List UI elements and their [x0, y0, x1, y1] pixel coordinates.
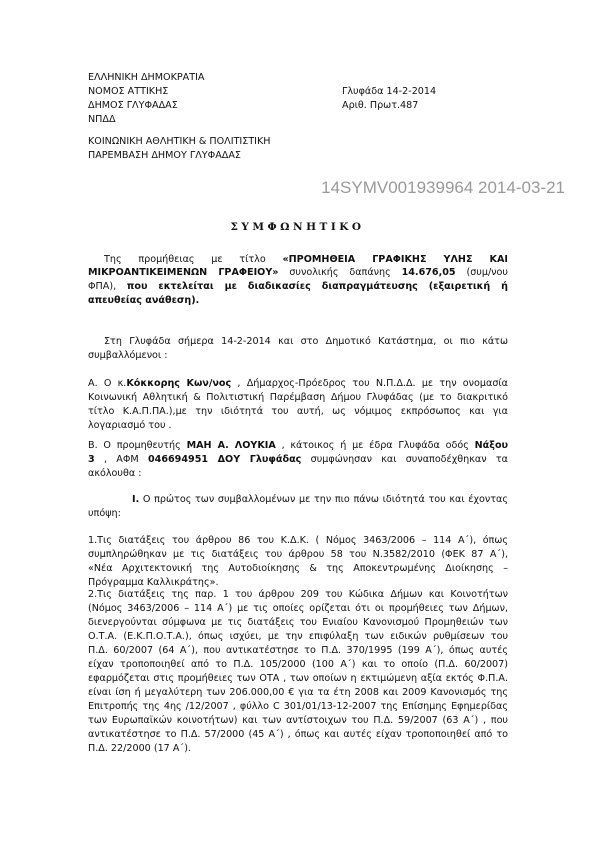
place-date: Γλυφάδα 14-2-2014 — [342, 86, 437, 97]
item-2-line-7: εφαρμόζεται στις προμήθειες των ΟΤΑ , των οποίων η εκτιμώμενη αξία εκτός Φ.Π.Α. — [88, 673, 508, 684]
document-title: ΣΥΜΦΩΝΗΤΙΚΟ — [230, 221, 365, 233]
item-2-line-2: (Νόμος 3463/2006 – 114 Α΄) με τις οποίες ορίζεται ότι οι προμήθειες των Δήμων, — [88, 603, 508, 614]
header-entity-type: ΝΠΔΔ — [88, 114, 116, 125]
header-prefecture: ΝΟΜΟΣ ΑΤΤΙΚΗΣ — [88, 86, 169, 97]
party-b-line-1: Β. Ο προμηθευτής ΜΑΗ Α. ΛΟΥΚΙΑ , κάτοικος ή με έδρα Γλυφάδα οδός Νάξου — [88, 440, 509, 451]
party-a-line-2: Κοινωνική Αθλητική & Πολιτιστική Παρέμβαση Δήμου Γλυφάδας (με το διακριτικό — [88, 392, 508, 403]
item-2-line-10: των Ευρωπαϊκών κοινοτήτων) και των αντίστοιχων του Π.Δ. 59/2007 (63 Α΄) , που — [88, 715, 508, 726]
party-b-line-2: 3 , ΑΦΜ 046694951 ΔΟΥ Γλυφάδας συμφώνησαν και συναποδέχθηκαν τα — [88, 454, 508, 465]
intro-line-3: ΦΠΑ), που εκτελείται με διαδικασίες διαπραγμάτευσης (εξαιρετική ή — [88, 281, 509, 292]
date-place-line-2: συμβαλλόμενοι : — [88, 350, 168, 361]
protocol-number: Αριθ. Πρωτ.487 — [342, 100, 419, 111]
item-2-line-8: είναι ίση ή μεγαλύτερη των 206.000,00 € για τα έτη 2008 και 2009 Κανονισμός της — [88, 687, 508, 698]
section-1-line-2: υπόψη: — [88, 508, 121, 519]
item-1-line-3: «Νέα Αρχιτεκτονική της Αυτοδιοίκησης & της Αποκεντρωμένης Διοίκησης – — [88, 563, 508, 574]
item-2-line-9: Επιτροπής της 4ης /12/2007 , φύλλο C 301/01/13-12-2007 της Επίσημης Εφημερίδας — [88, 701, 508, 712]
header-municipality: ΔΗΜΟΣ ΓΛΥΦΑΔΑΣ — [88, 100, 178, 111]
intro-line-1: Της προμήθειας με τίτλο «ΠΡΟΜΗΘΕΙΑ ΓΡΑΦΙΚΗΣ ΥΛΗΣ ΚΑΙ — [104, 254, 508, 265]
registry-stamp: 14SYMV001939964 2014-03-21 — [321, 178, 565, 197]
intro-line-2: ΜΙΚΡΟΑΝΤΙΚΕΙΜΕΝΩΝ ΓΡΑΦΕΙΟΥ» συνολικής δαπάνης 14.676,05 (συμ/νου — [88, 267, 508, 278]
item-2-line-3: διενεργούνται σύμφωνα με τις διατάξεις του Ενιαίου Κανονισμού Προμηθειών των — [88, 617, 508, 628]
party-b-line-3: ακόλουθα : — [88, 468, 142, 479]
organization-line-2: ΠΑΡΕΜΒΑΣΗ ΔΗΜΟΥ ΓΛΥΦΑΔΑΣ — [88, 150, 241, 161]
party-a-line-3: τίτλο Κ.Α.Π.ΠΑ.),με την ιδιότητά του αυτή, ως νόμιμος εκπρόσωπος και για — [88, 406, 508, 417]
item-2-line-6: είχαν τροποποιηθεί από το Π.Δ. 105/2000 (100 Α΄) και το οποίο (Π.Δ. 60/2007) — [88, 659, 508, 670]
item-2-line-12: Π.Δ. 22/2000 (17 Α΄). — [88, 743, 191, 754]
item-2-line-11: αντικατέστησε το Π.Δ. 57/2000 (45 Α΄) , όπως και αυτές είχαν τροποποιηθεί από το — [88, 729, 508, 740]
organization-line-1: ΚΟΙΝΩΝΙΚΗ ΑΘΛΗΤΙΚΗ & ΠΟΛΙΤΙΣΤΙΚΗ — [88, 136, 271, 147]
date-place-line-1: Στη Γλυφάδα σήμερα 14-2-2014 και στο Δημοτικό Κατάστημα, οι πιο κάτω — [104, 336, 508, 347]
item-2-line-4: Ο.Τ.Α. (Ε.Κ.Π.Ο.Τ.Α.), όπως ισχύει, με την επιφύλαξη των ειδικών ρυθμίσεων του — [88, 631, 508, 642]
item-1-line-1: 1.Τις διατάξεις του άρθρου 86 του Κ.Δ.Κ. ( Νόμος 3463/2006 – 114 Α΄), όπως — [88, 535, 508, 546]
intro-line-4: απευθείας ανάθεση). — [88, 295, 200, 306]
header-state: ΕΛΛΗΝΙΚΗ ΔΗΜΟΚΡΑΤΙΑ — [88, 72, 205, 83]
item-1-line-4: Πρόγραμμα Καλλικράτης». — [88, 577, 219, 588]
section-1-line-1: Ι. Ο πρώτος των συμβαλλομένων με την πιο πάνω ιδιότητά του και έχοντας — [132, 494, 508, 505]
party-a-line-4: λογαριασμό του . — [88, 420, 172, 431]
item-2-line-5: Π.Δ. 60/2007 (64 Α΄), που αντικατέστησε το Π.Δ. 370/1995 (199 Α΄), όπως αυτές — [88, 645, 508, 656]
item-1-line-2: συμπληρώθηκαν με τις διατάξεις του άρθρου 58 του Ν.3582/2010 (ΦΕΚ 87 Α΄), — [88, 549, 508, 560]
item-2-line-1: 2.Τις διατάξεις της παρ. 1 του άρθρου 209 του Κώδικα Δήμων και Κοινοτήτων — [88, 589, 508, 600]
party-a-line-1: Α. Ο κ.Κόκκορης Κων/νος , Δήμαρχος-Πρόεδρος του Ν.Π.Δ.Δ. με την ονομασία — [88, 378, 508, 389]
